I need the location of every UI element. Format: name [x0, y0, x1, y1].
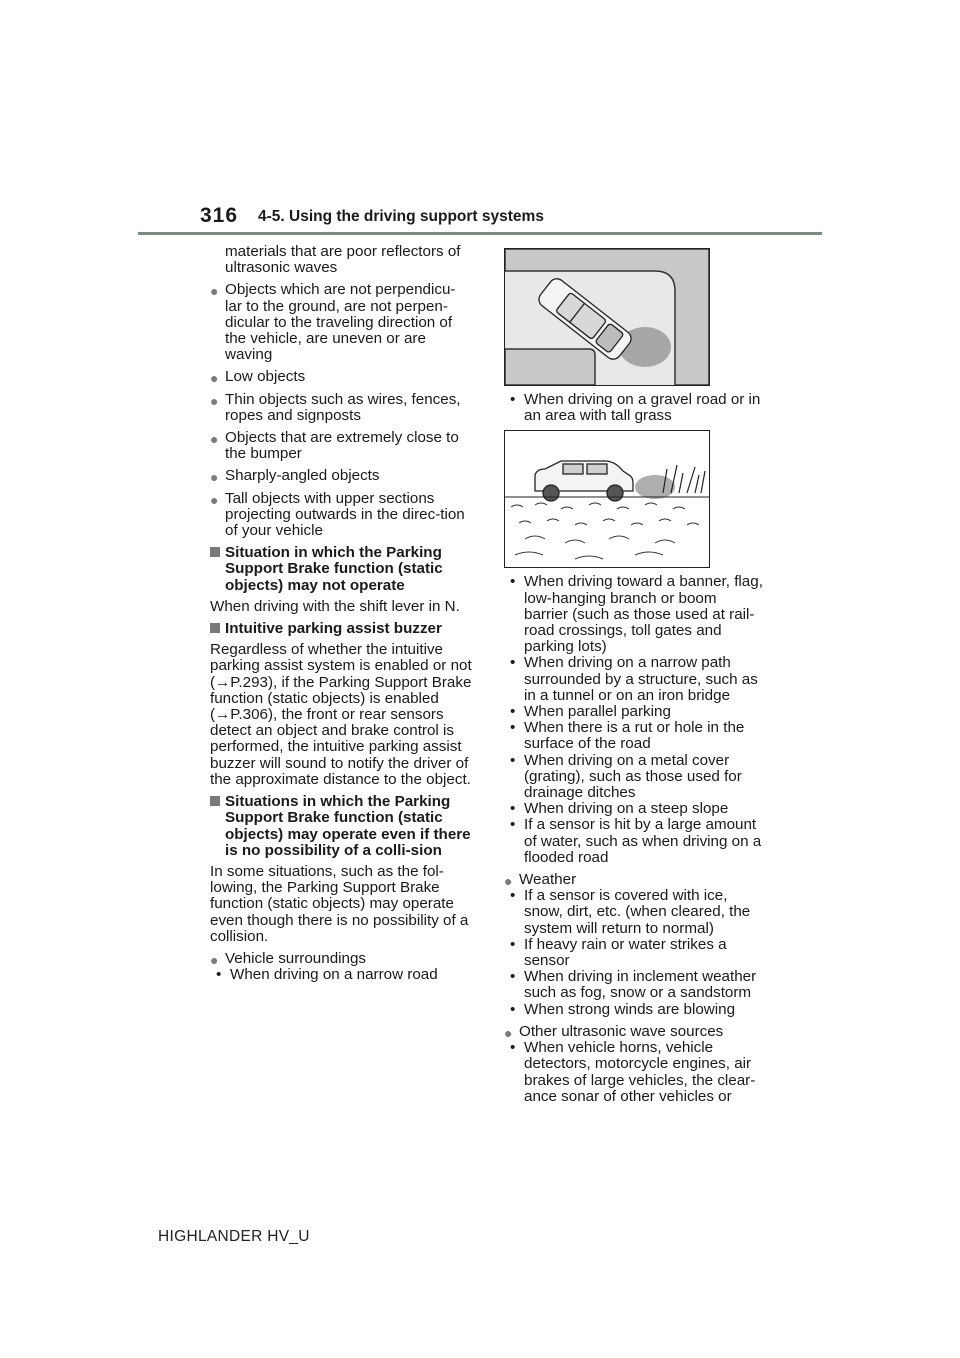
bullet-icon: ● [210, 392, 219, 409]
sub-bullet-icon: • [510, 573, 516, 591]
list-item: ● Objects that are extremely close to the bumper [210, 429, 459, 463]
list-item: • When driving on a narrow road [216, 966, 438, 984]
list-item: • If a sensor is covered with ice, snow, dirt, etc. (when cleared, the system will return to normal) [510, 887, 751, 937]
square-marker-icon [210, 796, 220, 806]
list-item: • When strong winds are blowing [510, 1000, 736, 1018]
list-item: • When driving on a steep slope [510, 800, 729, 818]
paragraph-shift-lever: When driving with the shift lever in N. [210, 597, 460, 615]
bullet-icon: ● [504, 1024, 513, 1041]
bullet-icon: ● [210, 370, 219, 387]
list-item: • When there is a rut or hole in the surface of the road [510, 719, 745, 753]
square-marker-icon [210, 547, 220, 557]
sub-bullet-icon: • [510, 751, 516, 769]
list-item: • When driving on a gravel road or in an area with tall grass [510, 391, 761, 425]
bullet-icon: ● [210, 491, 219, 508]
sub-bullet-icon: • [510, 800, 516, 818]
bullet-icon: ● [504, 873, 513, 890]
list-item: • When vehicle horns, vehicle detectors, motorcycle engines, air brakes of large vehicles, the clear-ance sonar of other vehicles or [510, 1039, 756, 1105]
list-item: • When parallel parking [510, 703, 671, 721]
list-item: ● Objects which are not perpendicu-lar to the ground, are not perpen-dicular to the traveling direction of the vehicle, are uneven or are waving [210, 281, 456, 364]
bullet-icon: ● [210, 283, 219, 300]
bullet-icon: ● [210, 951, 219, 968]
list-item: • When driving toward a banner, flag, low-hanging branch or boom barrier (such as those used at rail-road crossings, toll gates and parking lots) [510, 573, 763, 656]
sub-bullet-icon: • [510, 703, 516, 721]
list-item: • If a sensor is hit by a large amount of water, such as when driving on a flooded road [510, 816, 762, 866]
header-rule [138, 232, 822, 235]
list-item: • When driving in inclement weather such as fog, snow or a sandstorm [510, 968, 757, 1002]
figure-narrow-road [504, 248, 710, 386]
sub-bullet-icon: • [510, 1039, 516, 1057]
list-item: ● Tall objects with upper sections projecting outwards in the direc-tion of your vehicle [210, 489, 465, 540]
bullet-list-objects [210, 282, 472, 539]
sub-list-situations [504, 574, 764, 866]
paragraph-situations: In some situations, such as the fol-lowing, the Parking Support Brake function (static objects) may operate even though there is no possibility of a collision. [210, 862, 469, 945]
intro-continued: materials that are poor reflectors of ultrasonic waves [225, 243, 461, 277]
bullet-icon: ● [210, 469, 219, 486]
sub-bullet-icon: • [510, 391, 516, 408]
right-column [504, 248, 764, 1105]
sub-bullet-icon: • [510, 654, 516, 672]
sub-list-gravel [504, 392, 764, 424]
narrow-road-illustration [505, 249, 709, 385]
footer-model: HIGHLANDER HV_U [158, 1228, 310, 1245]
heading-not-operate: Situation in which the Parking Support Brake function (static objects) may not operate [210, 545, 472, 594]
heading-buzzer: Intuitive parking assist buzzer [210, 621, 472, 637]
list-item: • When driving on a narrow path surrounded by a structure, such as in a tunnel or on an iron bridge [510, 654, 758, 704]
paragraph-buzzer: Regardless of whether the intuitive parking assist system is enabled or not (→P.293), if the Parking Support Brake function (static objects) is enabled (→P.306), the front or rear sensors detect an object and brake control is performed, the intuitive parking assist buzzer will sound to notify the driver of the approximate distance to the object. [210, 641, 472, 788]
sub-list-weather [504, 888, 764, 1018]
sub-bullet-icon: • [510, 935, 516, 953]
list-item: • If heavy rain or water strikes a sensor [510, 935, 727, 970]
bullet-other-sources: ● Other ultrasonic wave sources [504, 1022, 724, 1041]
page-number: 316 [200, 204, 239, 227]
square-marker-icon [210, 623, 220, 633]
sub-bullet-icon: • [510, 1000, 516, 1018]
list-item: ● Low objects [210, 368, 306, 387]
bullet-vehicle-surroundings: ● Vehicle surroundings [210, 949, 366, 968]
sub-bullet-icon: • [510, 968, 516, 986]
heading-may-operate: Situations in which the Parking Support Brake function (static objects) may operate even if there is no possibility of a colli-sion [210, 794, 472, 859]
list-item: • When driving on a metal cover (grating), such as those used for drainage ditches [510, 751, 742, 802]
gravel-road-illustration [505, 431, 709, 567]
list-item: ● Thin objects such as wires, fences, ropes and signposts [210, 390, 461, 424]
sub-list-other [504, 1040, 764, 1105]
figure-gravel-grass [504, 430, 710, 568]
sub-bullet-icon: • [216, 966, 222, 984]
list-item: ● Sharply-angled objects [210, 467, 380, 486]
sub-bullet-icon: • [510, 719, 516, 737]
sub-bullet-icon: • [510, 887, 516, 905]
sub-list-vehicle [210, 967, 472, 983]
sub-bullet-icon: • [510, 816, 516, 834]
bullet-icon: ● [210, 431, 219, 448]
bullet-weather: ● Weather [504, 871, 577, 890]
section-title: 4-5. Using the driving support systems [258, 208, 544, 225]
left-column [210, 244, 472, 983]
